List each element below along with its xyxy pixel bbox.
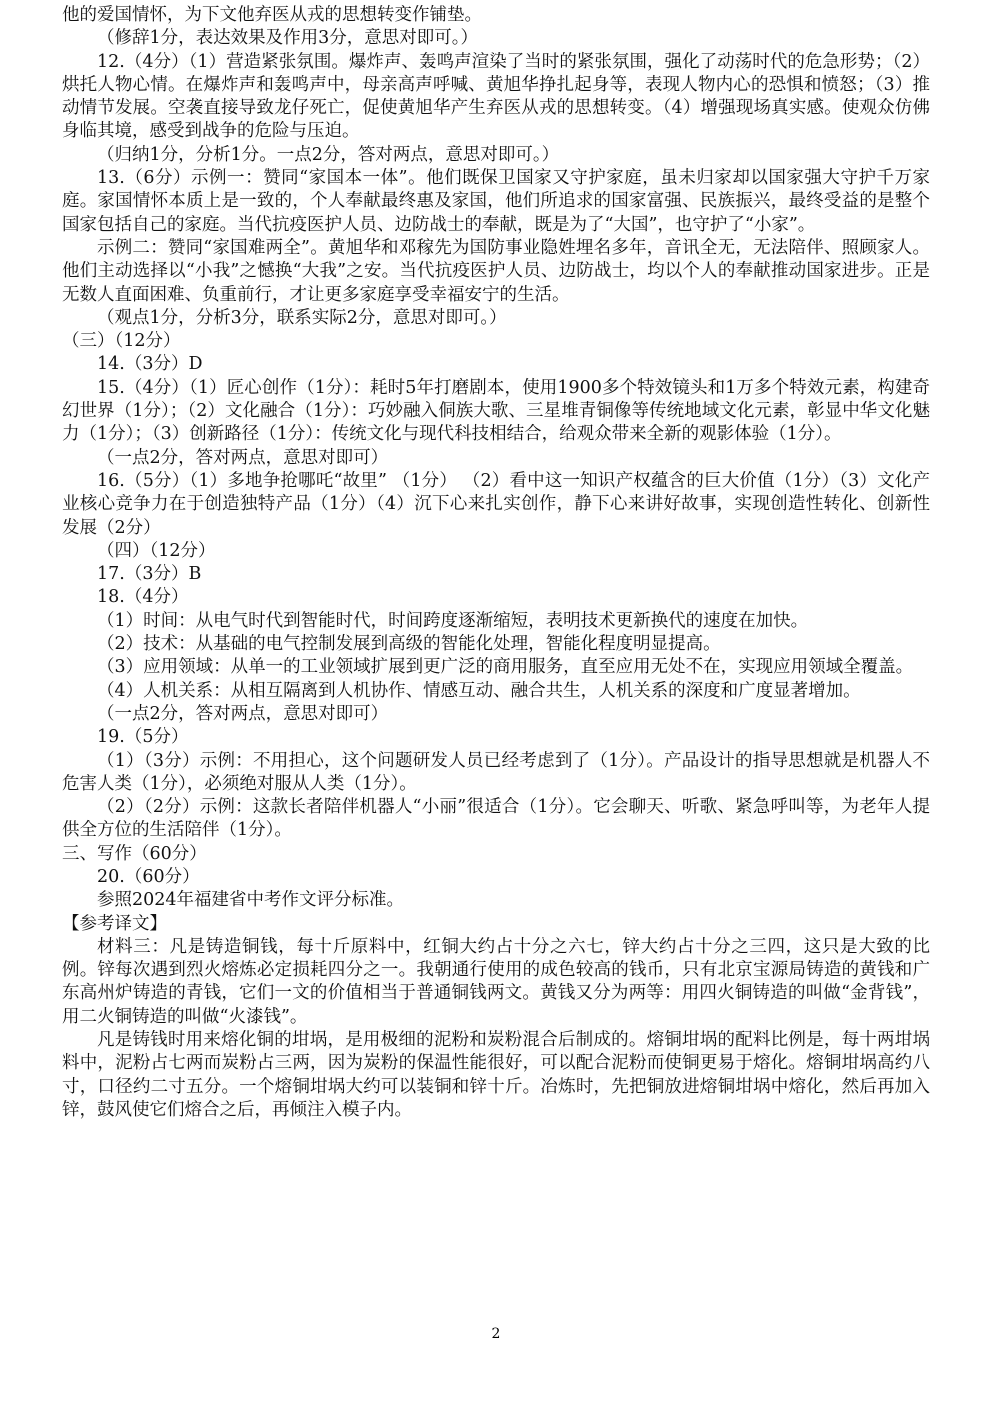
paragraph: 16.（5分）（1）多地争抢哪吒“故里” （1分） （2）看中这一知识产权蕴含的巨大价值（1分）（3）文化产业核心竞争力在于创造独特产品（1分）（4）沉下心来扎实创作，静下心来讲好故事，实现创造性转化、创新性发展（2分） [62,470,930,538]
paragraph: （三）（12分） [62,331,181,352]
paragraph: （4）人机关系：从相互隔离到人机协作、情感互动、融合共生，人机关系的深度和广度显著增加。 [97,680,861,701]
paragraph: 18.（4分） [97,587,189,608]
paragraph: 12.（4分）（1）营造紧张氛围。爆炸声、轰鸣声渲染了当时的紧张氛围，强化了动荡时代的危急形势；（2）烘托人物心情。在爆炸声和轰鸣声中，母亲高声呼喊、黄旭华挣扎起身等，表现人物内心的恐惧和愤怒；（3）推动情节发展。空袭直接导致龙仔死亡，促使黄旭华产生弃医从戎的思想转变。（4）增强现场真实感。使观众仿佛身临其境，感受到战争的危险与压迫。 [62,51,930,142]
paragraph: 示例二：赞同“家国难两全”。黄旭华和邓稼先为国防事业隐姓埋名多年，音讯全无，无法陪伴、照顾家人。他们主动选择以“小我”之憾换“大我”之安。当代抗疫医护人员、边防战士，均以个人的奉献推动国家进步。正是无数人直面困难、负重前行，才让更多家庭享受幸福安宁的生活。 [62,237,930,305]
paragraph: 15.（4分）（1）匠心创作（1分）：耗时5年打磨剧本，使用1900多个特效镜头和1万多个特效元素，构建奇幻世界（1分）；（2）文化融合（1分）：巧妙融入侗族大歌、三星堆青铜像等传统地域文化元素，彰显中华文化魅力（1分）；（3）创新路径（1分）：传统文化与现代科技相结合，给观众带来全新的观影体验（1分）。 [62,377,930,445]
paragraph: 19.（5分） [97,727,189,748]
paragraph: （一点2分，答对两点，意思对即可） [97,703,389,724]
paragraph: （归纳1分，分析1分。一点2分，答对两点，意思对即可。） [97,144,560,165]
paragraph: （1）（3分）示例：不用担心，这个问题研发人员已经考虑到了（1分）。产品设计的指导思想就是机器人不危害人类（1分），必须绝对服从人类（1分）。 [62,750,930,794]
paragraph: （1）时间：从电气时代到智能时代，时间跨度逐渐缩短，表明技术更新换代的速度在加快。 [97,610,809,631]
paragraph: 材料三：凡是铸造铜钱，每十斤原料中，红铜大约占十分之六七，锌大约占十分之三四，这只是大致的比例。锌每次遇到烈火熔炼必定损耗四分之一。我朝通行使用的成色较高的钱币，只有北京宝源局铸造的黄钱和广东高州炉铸造的青钱，它们一文的价值相当于普通铜钱两文。黄钱又分为两等：用四火铜铸造的叫做“金背钱”，用二火铜铸造的叫做“火漆钱”。 [62,936,930,1027]
paragraph: （2）（2分）示例：这款长者陪伴机器人“小丽”很适合（1分）。它会聊天、听歌、紧急呼叫等，为老年人提供全方位的生活陪伴（1分）。 [62,797,930,841]
paragraph: 17.（3分）B [97,564,202,585]
paragraph: 13.（6分）示例一：赞同“家国本一体”。他们既保卫国家又守护家庭，虽未归家却以国家强大守护千万家庭。家国情怀本质上是一致的，个人奉献最终惠及家国，他们所追求的国家富强、民族振兴，最终受益的是整个国家包括自己的家庭。当代抗疫医护人员、边防战士的奉献，既是为了“大国”，也守护了“小家”。 [62,168,930,235]
paragraph: 凡是铸钱时用来熔化铜的坩埚，是用极细的泥粉和炭粉混合后制成的。熔铜坩埚的配料比例是，每十两坩埚料中，泥粉占七两而炭粉占三两，因为炭粉的保温性能很好，可以配合泥粉而使铜更易于熔化。熔铜坩埚高约八寸，口径约二寸五分。一个熔铜坩埚大约可以装铜和锌十斤。冶炼时，先把铜放进熔铜坩埚中熔化，然后再加入锌，鼓风使它们熔合之后，再倾注入模子内。 [62,1030,930,1120]
paragraph: （修辞1分，表达效果及作用3分，意思对即可。） [97,28,479,49]
paragraph: 参照2024年福建省中考作文评分标准。 [97,890,405,911]
paragraph: （四）（12分） [97,540,216,561]
paragraph: （观点1分，分析3分，联系实际2分，意思对即可。） [97,307,507,328]
paragraph: 【参考译文】 [62,913,167,934]
paragraph: 他的爱国情怀，为下文他弃医从戎的思想转变作铺垫。 [62,5,482,25]
paragraph: 三、写作（60分） [62,843,207,864]
paragraph: （一点2分，答对两点，意思对即可） [97,447,389,468]
paragraph: （2）技术：从基础的电气控制发展到高级的智能化处理，智能化程度明显提高。 [97,634,721,655]
paragraph: （3）应用领域：从单一的工业领域扩展到更广泛的商用服务，直至应用无处不在，实现应用领域全覆盖。 [97,657,914,678]
paragraph: 20.（60分） [97,866,200,887]
document-body [62,4,930,1122]
page-number: 2 [491,1326,501,1342]
paragraph: 14.（3分）D [97,354,203,375]
